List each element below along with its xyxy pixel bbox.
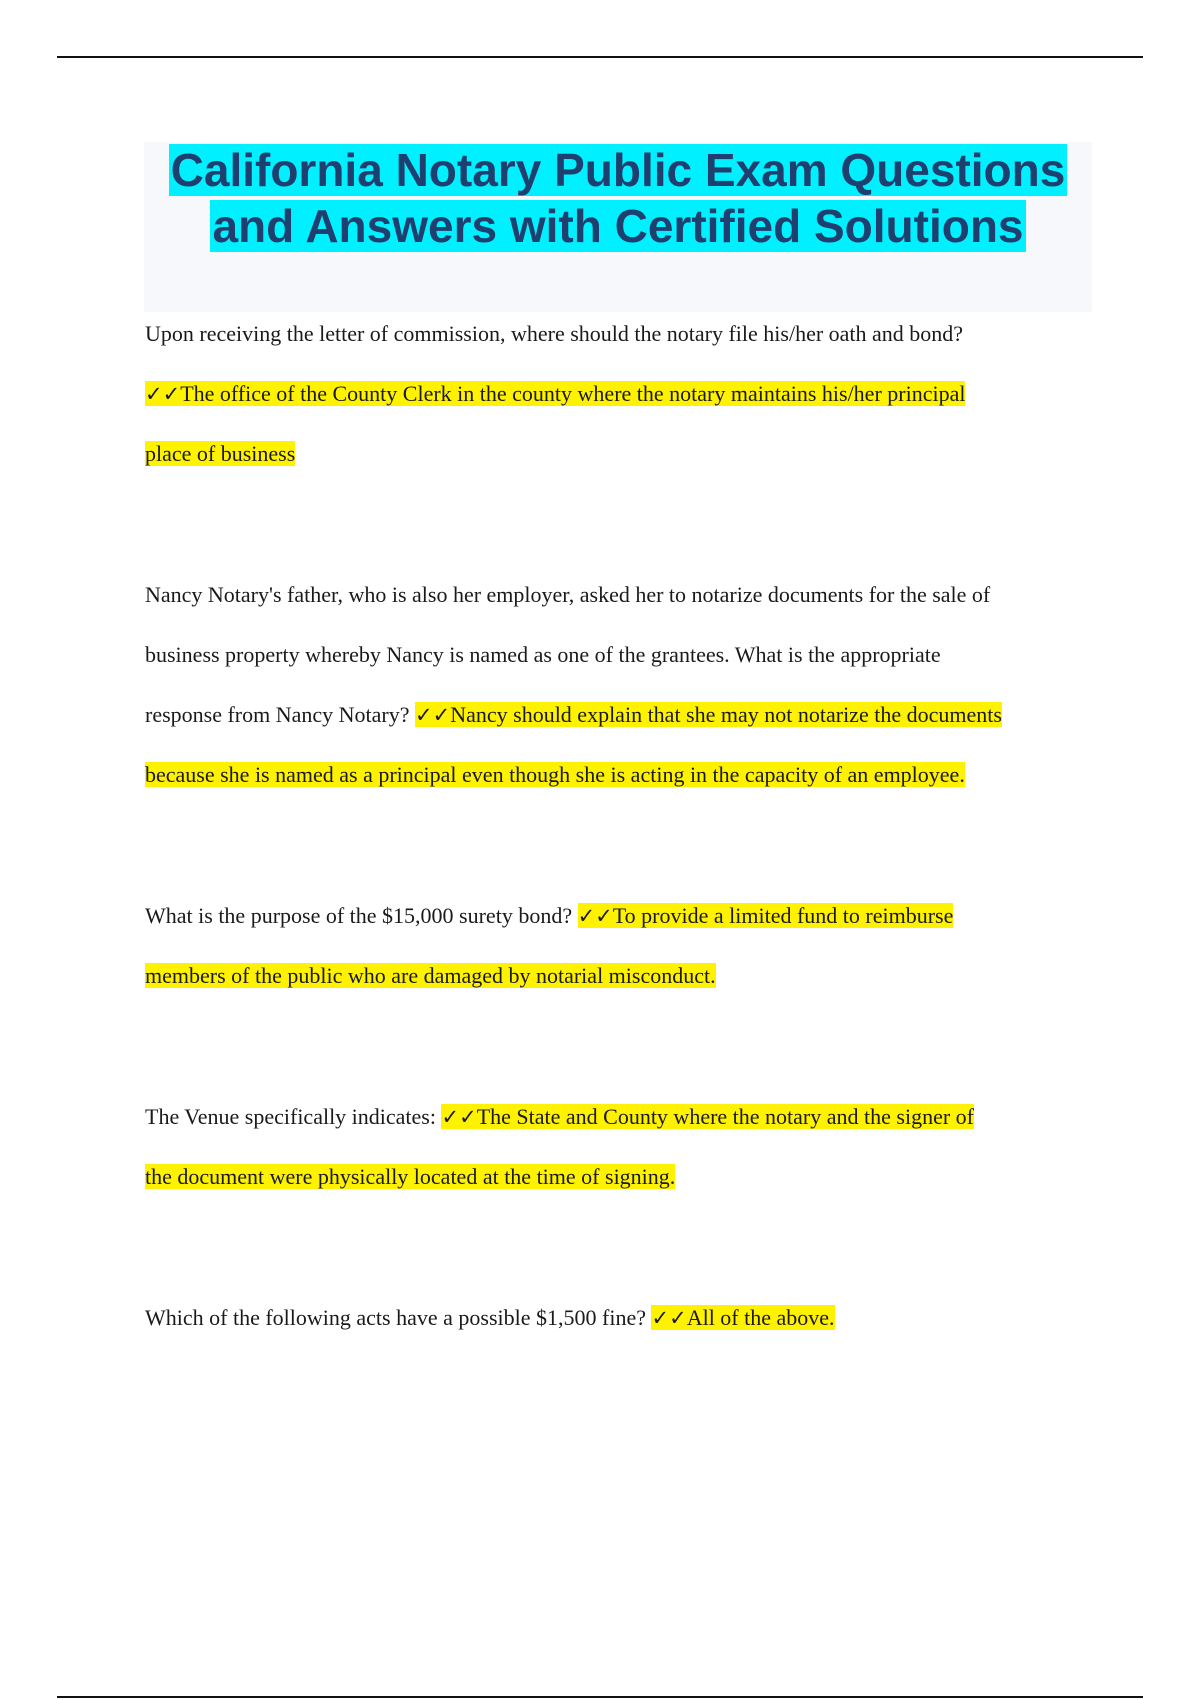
answer-text: the document were physically located at the time of signing.: [145, 1164, 676, 1189]
question-text: What is the purpose of the $15,000 surety bond?: [145, 903, 578, 928]
qa-item-4: [145, 1087, 1095, 1207]
answer-text: All of the above.: [686, 1305, 835, 1330]
double-check-icon: ✓✓: [651, 1306, 687, 1330]
answer-highlight: [415, 702, 1002, 727]
document-title: [144, 142, 1092, 254]
question-text: The Venue specifically indicates:: [145, 1104, 442, 1129]
answer-text: To provide a limited fund to reimburse: [612, 903, 954, 928]
bottom-rule: [57, 1696, 1143, 1698]
double-check-icon: ✓✓: [145, 382, 181, 406]
double-check-icon: ✓✓: [577, 904, 613, 928]
question-text: Nancy Notary's father, who is also her employer, asked her to notarize documents for the sale of: [145, 582, 991, 607]
qa-item-2: [145, 565, 1095, 805]
qa-item-1: [145, 304, 1095, 484]
title-line-1: California Notary Public Exam Questions: [170, 144, 1066, 196]
double-check-icon: ✓✓: [415, 703, 451, 727]
qa-item-5: [145, 1288, 1095, 1348]
question-text: response from Nancy Notary?: [145, 702, 416, 727]
top-rule: [57, 56, 1143, 58]
title-line-2: and Answers with Certified Solutions: [212, 200, 1024, 252]
question-text: business property whereby Nancy is named as one of the grantees. What is the appropriate: [145, 642, 941, 667]
answer-text: The State and County where the notary and the signer of: [476, 1104, 974, 1129]
answer-highlight: [578, 903, 954, 928]
answer-text: The office of the County Clerk in the county where the notary maintains his/her principal: [180, 381, 966, 406]
qa-content: [145, 304, 1095, 1429]
answer-highlight: [145, 381, 965, 406]
answer-text: place of business: [145, 441, 296, 466]
answer-text: because she is named as a principal even though she is acting in the capacity of an employee.: [145, 762, 965, 787]
qa-item-3: [145, 886, 1095, 1006]
title-block: [144, 142, 1092, 312]
double-check-icon: ✓✓: [441, 1105, 477, 1129]
question-text: Upon receiving the letter of commission, where should the notary file his/her oath and bond?: [145, 321, 964, 346]
answer-text: Nancy should explain that she may not notarize the documents: [450, 702, 1002, 727]
answer-text: members of the public who are damaged by notarial misconduct.: [145, 963, 716, 988]
answer-highlight: [651, 1305, 834, 1330]
question-text: Which of the following acts have a possible $1,500 fine?: [145, 1305, 652, 1330]
answer-highlight: [441, 1104, 974, 1129]
